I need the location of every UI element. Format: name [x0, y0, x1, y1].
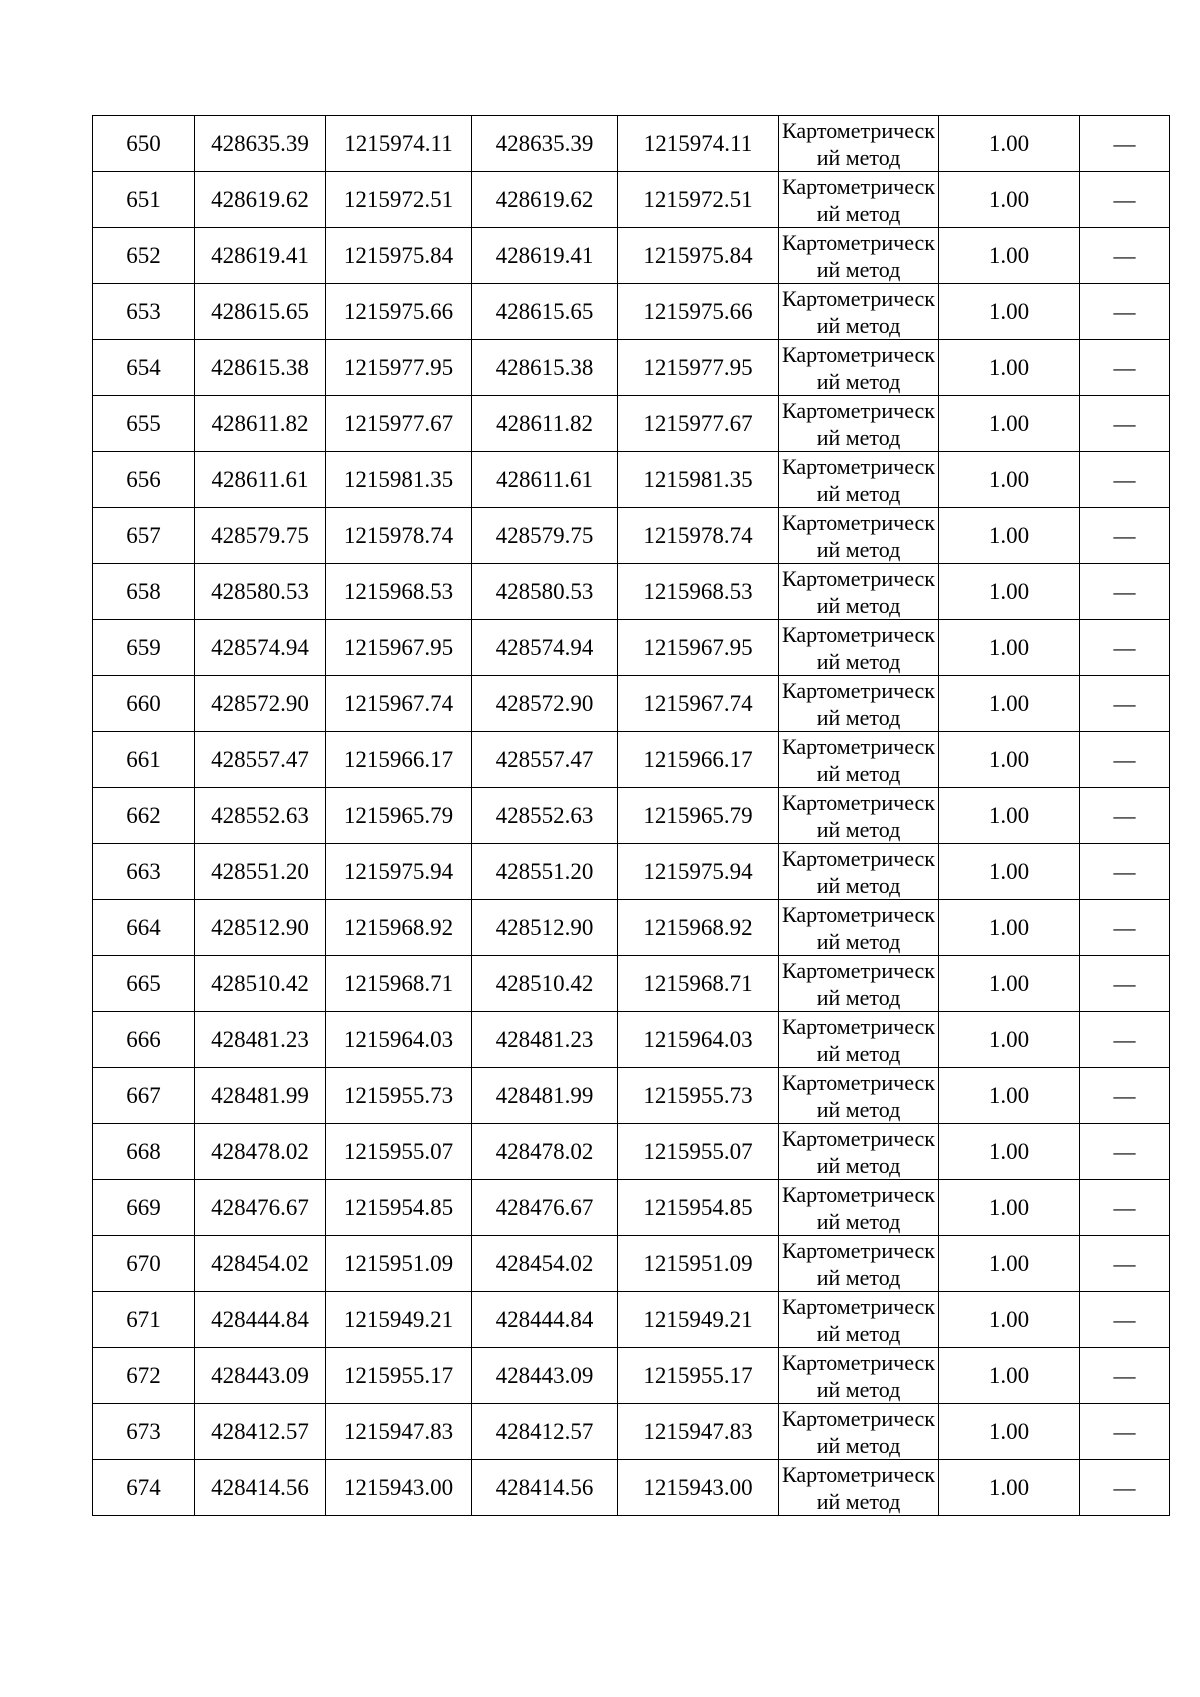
- y-coordinate-cell: 1215947.83: [326, 1404, 472, 1460]
- description-cell: —: [1080, 1348, 1170, 1404]
- table-row: [93, 1012, 1170, 1068]
- accuracy-cell: 1.00: [939, 1236, 1080, 1292]
- y-coordinate-repeat-cell: 1215947.83: [618, 1404, 779, 1460]
- description-cell: —: [1080, 844, 1170, 900]
- x-coordinate-cell: 428619.62: [195, 172, 326, 228]
- method-cell: Картометрический метод: [779, 1124, 939, 1180]
- x-coordinate-cell: 428557.47: [195, 732, 326, 788]
- table-row: [93, 1404, 1170, 1460]
- x-coordinate-cell: 428481.23: [195, 1012, 326, 1068]
- y-coordinate-cell: 1215975.94: [326, 844, 472, 900]
- y-coordinate-repeat-cell: 1215972.51: [618, 172, 779, 228]
- accuracy-cell: 1.00: [939, 1404, 1080, 1460]
- table-body: [93, 116, 1170, 1516]
- table-row: [93, 284, 1170, 340]
- y-coordinate-cell: 1215954.85: [326, 1180, 472, 1236]
- table-row: [93, 956, 1170, 1012]
- y-coordinate-repeat-cell: 1215954.85: [618, 1180, 779, 1236]
- method-cell: Картометрический метод: [779, 956, 939, 1012]
- coordinates-table: [92, 115, 1170, 1516]
- table-row: [93, 396, 1170, 452]
- table-row: [93, 1180, 1170, 1236]
- accuracy-cell: 1.00: [939, 1348, 1080, 1404]
- y-coordinate-repeat-cell: 1215977.67: [618, 396, 779, 452]
- x-coordinate-repeat-cell: 428481.99: [472, 1068, 618, 1124]
- y-coordinate-cell: 1215967.95: [326, 620, 472, 676]
- accuracy-cell: 1.00: [939, 1012, 1080, 1068]
- method-cell: Картометрический метод: [779, 676, 939, 732]
- description-cell: —: [1080, 1404, 1170, 1460]
- x-coordinate-repeat-cell: 428619.62: [472, 172, 618, 228]
- point-number-cell: 674: [93, 1460, 195, 1516]
- accuracy-cell: 1.00: [939, 396, 1080, 452]
- method-cell: Картометрический метод: [779, 452, 939, 508]
- table-row: [93, 172, 1170, 228]
- table-row: [93, 1124, 1170, 1180]
- point-number-cell: 671: [93, 1292, 195, 1348]
- accuracy-cell: 1.00: [939, 620, 1080, 676]
- table-row: [93, 452, 1170, 508]
- point-number-cell: 666: [93, 1012, 195, 1068]
- description-cell: —: [1080, 284, 1170, 340]
- accuracy-cell: 1.00: [939, 1292, 1080, 1348]
- y-coordinate-repeat-cell: 1215975.94: [618, 844, 779, 900]
- point-number-cell: 663: [93, 844, 195, 900]
- table-row: [93, 1068, 1170, 1124]
- x-coordinate-repeat-cell: 428443.09: [472, 1348, 618, 1404]
- accuracy-cell: 1.00: [939, 508, 1080, 564]
- method-cell: Картометрический метод: [779, 508, 939, 564]
- description-cell: —: [1080, 956, 1170, 1012]
- y-coordinate-cell: 1215965.79: [326, 788, 472, 844]
- method-cell: Картометрический метод: [779, 564, 939, 620]
- point-number-cell: 668: [93, 1124, 195, 1180]
- method-cell: Картометрический метод: [779, 116, 939, 172]
- table-row: [93, 676, 1170, 732]
- x-coordinate-cell: 428551.20: [195, 844, 326, 900]
- accuracy-cell: 1.00: [939, 788, 1080, 844]
- x-coordinate-repeat-cell: 428615.65: [472, 284, 618, 340]
- point-number-cell: 673: [93, 1404, 195, 1460]
- accuracy-cell: 1.00: [939, 900, 1080, 956]
- description-cell: —: [1080, 1180, 1170, 1236]
- point-number-cell: 669: [93, 1180, 195, 1236]
- y-coordinate-cell: 1215968.53: [326, 564, 472, 620]
- y-coordinate-repeat-cell: 1215955.17: [618, 1348, 779, 1404]
- x-coordinate-repeat-cell: 428615.38: [472, 340, 618, 396]
- description-cell: —: [1080, 1012, 1170, 1068]
- method-cell: Картометрический метод: [779, 1460, 939, 1516]
- method-cell: Картометрический метод: [779, 340, 939, 396]
- x-coordinate-cell: 428454.02: [195, 1236, 326, 1292]
- method-cell: Картометрический метод: [779, 900, 939, 956]
- method-cell: Картометрический метод: [779, 1012, 939, 1068]
- y-coordinate-cell: 1215978.74: [326, 508, 472, 564]
- accuracy-cell: 1.00: [939, 116, 1080, 172]
- table-row: [93, 116, 1170, 172]
- point-number-cell: 658: [93, 564, 195, 620]
- x-coordinate-cell: 428572.90: [195, 676, 326, 732]
- y-coordinate-cell: 1215974.11: [326, 116, 472, 172]
- point-number-cell: 662: [93, 788, 195, 844]
- table-row: [93, 1348, 1170, 1404]
- y-coordinate-repeat-cell: 1215966.17: [618, 732, 779, 788]
- x-coordinate-cell: 428574.94: [195, 620, 326, 676]
- x-coordinate-repeat-cell: 428444.84: [472, 1292, 618, 1348]
- x-coordinate-cell: 428414.56: [195, 1460, 326, 1516]
- x-coordinate-repeat-cell: 428476.67: [472, 1180, 618, 1236]
- accuracy-cell: 1.00: [939, 452, 1080, 508]
- y-coordinate-cell: 1215975.84: [326, 228, 472, 284]
- x-coordinate-cell: 428552.63: [195, 788, 326, 844]
- table-row: [93, 1460, 1170, 1516]
- method-cell: Картометрический метод: [779, 620, 939, 676]
- x-coordinate-repeat-cell: 428574.94: [472, 620, 618, 676]
- x-coordinate-repeat-cell: 428412.57: [472, 1404, 618, 1460]
- point-number-cell: 651: [93, 172, 195, 228]
- x-coordinate-cell: 428510.42: [195, 956, 326, 1012]
- accuracy-cell: 1.00: [939, 228, 1080, 284]
- method-cell: Картометрический метод: [779, 1180, 939, 1236]
- point-number-cell: 665: [93, 956, 195, 1012]
- point-number-cell: 664: [93, 900, 195, 956]
- x-coordinate-repeat-cell: 428572.90: [472, 676, 618, 732]
- point-number-cell: 659: [93, 620, 195, 676]
- table-row: [93, 564, 1170, 620]
- accuracy-cell: 1.00: [939, 340, 1080, 396]
- x-coordinate-repeat-cell: 428611.61: [472, 452, 618, 508]
- method-cell: Картометрический метод: [779, 1236, 939, 1292]
- point-number-cell: 661: [93, 732, 195, 788]
- y-coordinate-cell: 1215968.71: [326, 956, 472, 1012]
- method-cell: Картометрический метод: [779, 1068, 939, 1124]
- y-coordinate-cell: 1215955.73: [326, 1068, 472, 1124]
- x-coordinate-cell: 428443.09: [195, 1348, 326, 1404]
- x-coordinate-cell: 428615.65: [195, 284, 326, 340]
- accuracy-cell: 1.00: [939, 564, 1080, 620]
- table-row: [93, 508, 1170, 564]
- x-coordinate-repeat-cell: 428619.41: [472, 228, 618, 284]
- x-coordinate-repeat-cell: 428454.02: [472, 1236, 618, 1292]
- description-cell: —: [1080, 1124, 1170, 1180]
- table-row: [93, 620, 1170, 676]
- method-cell: Картометрический метод: [779, 1292, 939, 1348]
- x-coordinate-repeat-cell: 428478.02: [472, 1124, 618, 1180]
- x-coordinate-cell: 428481.99: [195, 1068, 326, 1124]
- description-cell: —: [1080, 396, 1170, 452]
- y-coordinate-cell: 1215955.07: [326, 1124, 472, 1180]
- method-cell: Картометрический метод: [779, 228, 939, 284]
- table-row: [93, 228, 1170, 284]
- x-coordinate-repeat-cell: 428481.23: [472, 1012, 618, 1068]
- description-cell: —: [1080, 732, 1170, 788]
- point-number-cell: 670: [93, 1236, 195, 1292]
- description-cell: —: [1080, 788, 1170, 844]
- y-coordinate-repeat-cell: 1215968.92: [618, 900, 779, 956]
- description-cell: —: [1080, 508, 1170, 564]
- y-coordinate-repeat-cell: 1215951.09: [618, 1236, 779, 1292]
- x-coordinate-cell: 428635.39: [195, 116, 326, 172]
- point-number-cell: 660: [93, 676, 195, 732]
- y-coordinate-repeat-cell: 1215977.95: [618, 340, 779, 396]
- y-coordinate-cell: 1215949.21: [326, 1292, 472, 1348]
- description-cell: —: [1080, 116, 1170, 172]
- description-cell: —: [1080, 1292, 1170, 1348]
- method-cell: Картометрический метод: [779, 172, 939, 228]
- y-coordinate-cell: 1215955.17: [326, 1348, 472, 1404]
- x-coordinate-repeat-cell: 428557.47: [472, 732, 618, 788]
- point-number-cell: 656: [93, 452, 195, 508]
- description-cell: —: [1080, 1068, 1170, 1124]
- description-cell: —: [1080, 1236, 1170, 1292]
- method-cell: Картометрический метод: [779, 732, 939, 788]
- accuracy-cell: 1.00: [939, 284, 1080, 340]
- x-coordinate-repeat-cell: 428635.39: [472, 116, 618, 172]
- y-coordinate-repeat-cell: 1215975.66: [618, 284, 779, 340]
- point-number-cell: 652: [93, 228, 195, 284]
- table-row: [93, 844, 1170, 900]
- y-coordinate-cell: 1215964.03: [326, 1012, 472, 1068]
- table-row: [93, 1292, 1170, 1348]
- y-coordinate-repeat-cell: 1215968.71: [618, 956, 779, 1012]
- y-coordinate-cell: 1215977.95: [326, 340, 472, 396]
- x-coordinate-repeat-cell: 428551.20: [472, 844, 618, 900]
- point-number-cell: 657: [93, 508, 195, 564]
- x-coordinate-cell: 428478.02: [195, 1124, 326, 1180]
- x-coordinate-repeat-cell: 428512.90: [472, 900, 618, 956]
- y-coordinate-repeat-cell: 1215943.00: [618, 1460, 779, 1516]
- y-coordinate-repeat-cell: 1215964.03: [618, 1012, 779, 1068]
- x-coordinate-repeat-cell: 428580.53: [472, 564, 618, 620]
- x-coordinate-repeat-cell: 428414.56: [472, 1460, 618, 1516]
- table-row: [93, 900, 1170, 956]
- y-coordinate-repeat-cell: 1215949.21: [618, 1292, 779, 1348]
- point-number-cell: 667: [93, 1068, 195, 1124]
- y-coordinate-repeat-cell: 1215975.84: [618, 228, 779, 284]
- x-coordinate-cell: 428579.75: [195, 508, 326, 564]
- accuracy-cell: 1.00: [939, 1068, 1080, 1124]
- point-number-cell: 654: [93, 340, 195, 396]
- description-cell: —: [1080, 676, 1170, 732]
- description-cell: —: [1080, 564, 1170, 620]
- table-row: [93, 788, 1170, 844]
- y-coordinate-cell: 1215981.35: [326, 452, 472, 508]
- y-coordinate-repeat-cell: 1215974.11: [618, 116, 779, 172]
- y-coordinate-repeat-cell: 1215965.79: [618, 788, 779, 844]
- method-cell: Картометрический метод: [779, 844, 939, 900]
- description-cell: —: [1080, 1460, 1170, 1516]
- method-cell: Картометрический метод: [779, 396, 939, 452]
- accuracy-cell: 1.00: [939, 1460, 1080, 1516]
- x-coordinate-cell: 428444.84: [195, 1292, 326, 1348]
- table-row: [93, 1236, 1170, 1292]
- description-cell: —: [1080, 900, 1170, 956]
- point-number-cell: 655: [93, 396, 195, 452]
- method-cell: Картометрический метод: [779, 1404, 939, 1460]
- x-coordinate-cell: 428476.67: [195, 1180, 326, 1236]
- x-coordinate-cell: 428611.61: [195, 452, 326, 508]
- x-coordinate-cell: 428580.53: [195, 564, 326, 620]
- accuracy-cell: 1.00: [939, 1124, 1080, 1180]
- method-cell: Картометрический метод: [779, 1348, 939, 1404]
- accuracy-cell: 1.00: [939, 844, 1080, 900]
- y-coordinate-cell: 1215943.00: [326, 1460, 472, 1516]
- description-cell: —: [1080, 172, 1170, 228]
- y-coordinate-repeat-cell: 1215968.53: [618, 564, 779, 620]
- y-coordinate-cell: 1215951.09: [326, 1236, 472, 1292]
- x-coordinate-repeat-cell: 428579.75: [472, 508, 618, 564]
- point-number-cell: 650: [93, 116, 195, 172]
- x-coordinate-repeat-cell: 428611.82: [472, 396, 618, 452]
- point-number-cell: 653: [93, 284, 195, 340]
- accuracy-cell: 1.00: [939, 676, 1080, 732]
- x-coordinate-cell: 428615.38: [195, 340, 326, 396]
- x-coordinate-repeat-cell: 428510.42: [472, 956, 618, 1012]
- x-coordinate-cell: 428619.41: [195, 228, 326, 284]
- table-row: [93, 340, 1170, 396]
- description-cell: —: [1080, 340, 1170, 396]
- y-coordinate-repeat-cell: 1215955.73: [618, 1068, 779, 1124]
- y-coordinate-cell: 1215968.92: [326, 900, 472, 956]
- description-cell: —: [1080, 452, 1170, 508]
- x-coordinate-cell: 428412.57: [195, 1404, 326, 1460]
- y-coordinate-cell: 1215975.66: [326, 284, 472, 340]
- accuracy-cell: 1.00: [939, 956, 1080, 1012]
- y-coordinate-cell: 1215967.74: [326, 676, 472, 732]
- y-coordinate-repeat-cell: 1215955.07: [618, 1124, 779, 1180]
- accuracy-cell: 1.00: [939, 172, 1080, 228]
- x-coordinate-cell: 428611.82: [195, 396, 326, 452]
- y-coordinate-cell: 1215966.17: [326, 732, 472, 788]
- accuracy-cell: 1.00: [939, 1180, 1080, 1236]
- y-coordinate-repeat-cell: 1215967.95: [618, 620, 779, 676]
- method-cell: Картометрический метод: [779, 788, 939, 844]
- y-coordinate-cell: 1215977.67: [326, 396, 472, 452]
- accuracy-cell: 1.00: [939, 732, 1080, 788]
- method-cell: Картометрический метод: [779, 284, 939, 340]
- point-number-cell: 672: [93, 1348, 195, 1404]
- x-coordinate-repeat-cell: 428552.63: [472, 788, 618, 844]
- y-coordinate-repeat-cell: 1215967.74: [618, 676, 779, 732]
- x-coordinate-cell: 428512.90: [195, 900, 326, 956]
- y-coordinate-repeat-cell: 1215981.35: [618, 452, 779, 508]
- description-cell: —: [1080, 620, 1170, 676]
- y-coordinate-cell: 1215972.51: [326, 172, 472, 228]
- description-cell: —: [1080, 228, 1170, 284]
- table-row: [93, 732, 1170, 788]
- y-coordinate-repeat-cell: 1215978.74: [618, 508, 779, 564]
